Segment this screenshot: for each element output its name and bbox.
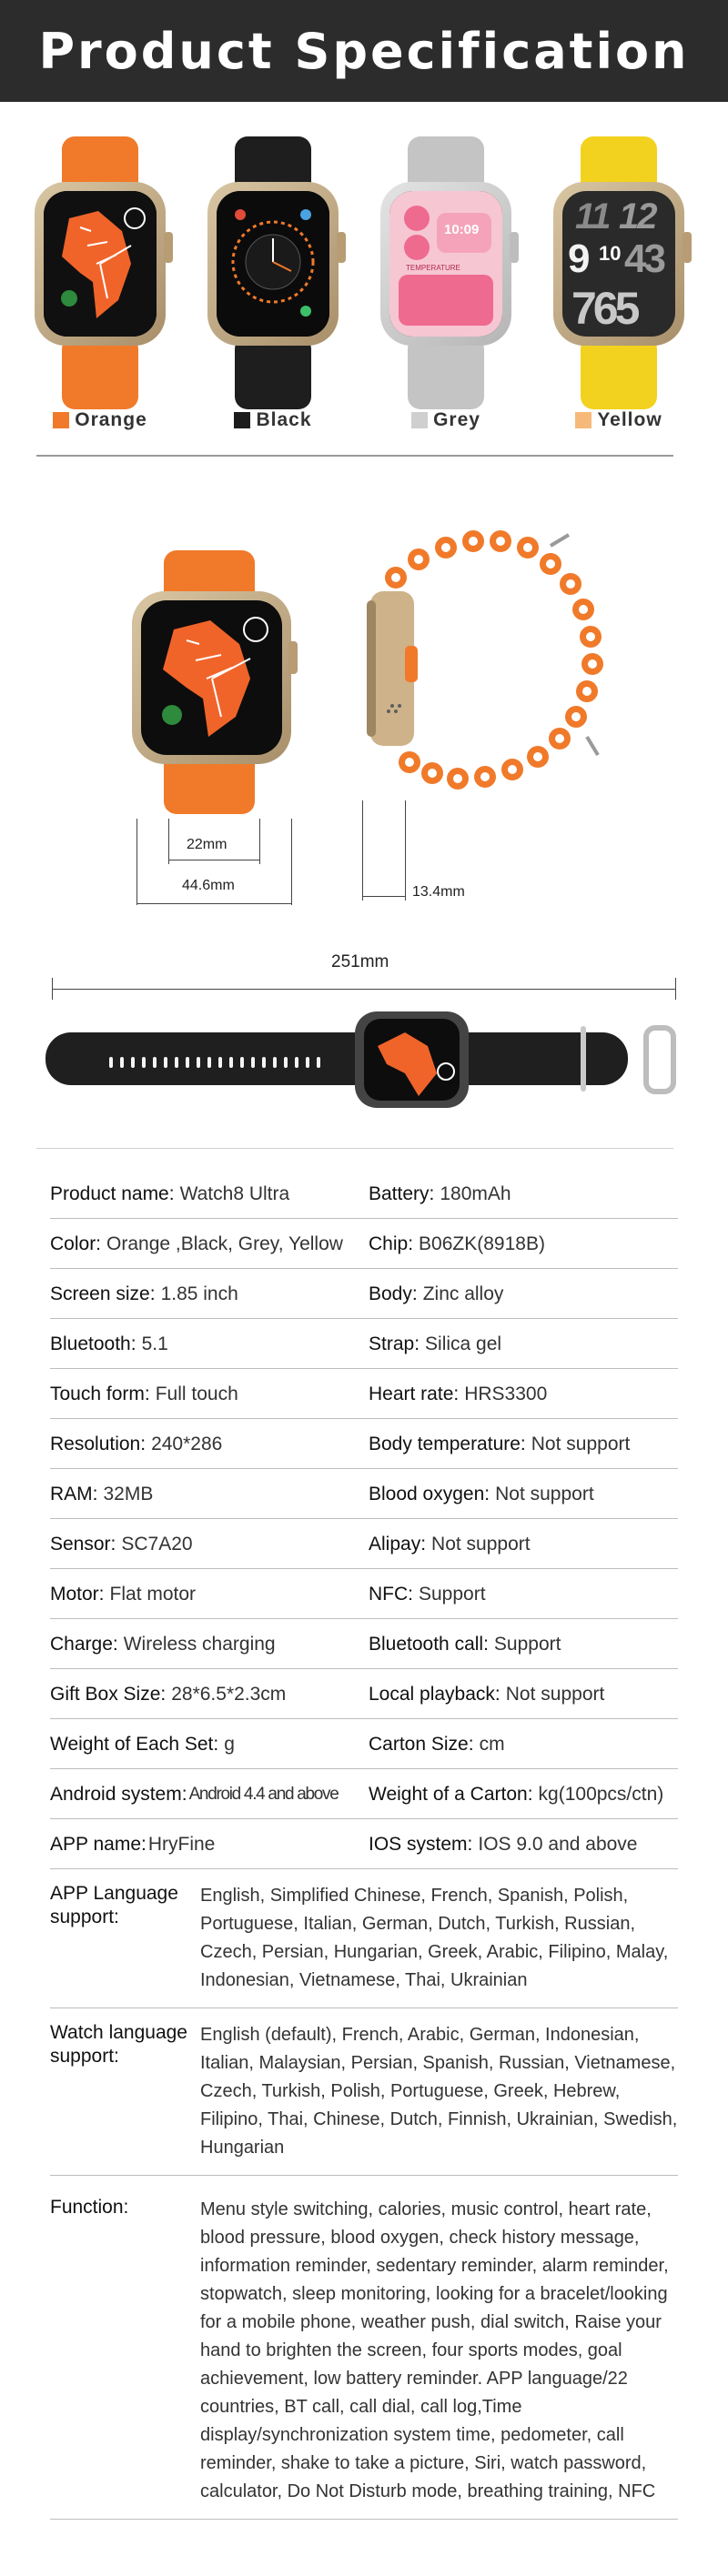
digit-11: 11 — [575, 196, 610, 236]
spec-row — [50, 1719, 678, 1769]
digit-12: 12 — [619, 196, 656, 236]
spec-key: APP Language support: — [50, 1883, 178, 1927]
spec-value: 1.85 inch — [160, 1283, 238, 1304]
spec-value: 180mAh — [440, 1182, 511, 1204]
dim-thickness: 13.4mm — [412, 884, 465, 900]
watch-crown — [288, 641, 298, 674]
strap-bottom — [408, 337, 484, 409]
spec-value: kg(100pcs/ctn) — [538, 1783, 664, 1805]
spec-long-row-function — [50, 2176, 678, 2520]
spec-key: Body temperature: — [369, 1433, 526, 1454]
watch-screen-horse — [141, 600, 282, 755]
spec-key: Product name: — [50, 1182, 175, 1204]
spec-key: Screen size: — [50, 1283, 156, 1304]
variant-black — [200, 136, 346, 437]
spec-value: B06ZK(8918B) — [419, 1233, 545, 1254]
spec-key: Chip: — [369, 1233, 414, 1254]
dim-line — [675, 978, 676, 1000]
dim-line — [362, 896, 405, 897]
spec-value: HryFine — [147, 1833, 216, 1855]
spec-value: Not support — [531, 1433, 631, 1454]
color-swatch — [53, 412, 69, 428]
dim-line — [136, 903, 291, 904]
divider — [36, 455, 673, 457]
spec-key: Local playback: — [369, 1683, 500, 1705]
dim-line — [168, 819, 169, 864]
watch-screen-dial — [217, 191, 329, 337]
dim-line — [52, 978, 53, 1000]
variant-label: Orange — [75, 409, 147, 430]
spec-key: Watch language support: — [50, 2022, 187, 2067]
dim-width-outer: 44.6mm — [182, 878, 235, 893]
spec-table — [50, 1169, 678, 2520]
dim-line — [259, 819, 260, 864]
spec-value: Watch8 Ultra — [179, 1182, 290, 1204]
spec-row — [50, 1319, 678, 1369]
spec-key: Alipay: — [369, 1533, 427, 1555]
spec-key: Battery: — [369, 1182, 435, 1204]
spec-key: Android system: — [50, 1783, 187, 1805]
spec-key: APP name: — [50, 1833, 147, 1855]
spec-long-row-watch-language — [50, 2008, 678, 2176]
spec-value: Flat motor — [109, 1583, 197, 1605]
digit-10: 10 — [599, 242, 622, 265]
watch-crown — [337, 232, 346, 263]
color-swatch — [411, 412, 428, 428]
spec-row — [50, 1219, 678, 1269]
strap-bottom — [581, 337, 657, 409]
strap-bottom — [62, 337, 138, 409]
spec-key: IOS system: — [369, 1833, 473, 1855]
spec-value: 240*286 — [151, 1433, 223, 1454]
digit-43: 43 — [624, 236, 663, 281]
spec-row — [50, 1619, 678, 1669]
spec-value: SC7A20 — [121, 1533, 193, 1555]
spec-value: 32MB — [103, 1483, 154, 1504]
watch-crown — [510, 232, 519, 263]
spec-key: Touch form: — [50, 1383, 150, 1404]
variant-grey — [373, 136, 519, 437]
page-title: Product Specification — [38, 22, 690, 80]
spec-key: Weight of a Carton: — [369, 1783, 533, 1805]
spec-value: cm — [479, 1733, 505, 1755]
divider — [36, 1148, 673, 1149]
spec-value: g — [224, 1733, 235, 1755]
spec-value: 5.1 — [141, 1333, 168, 1354]
flat-band-watch — [46, 1010, 682, 1110]
watch-crown — [682, 232, 692, 263]
spec-row — [50, 1569, 678, 1619]
spec-value: HRS3300 — [464, 1383, 548, 1404]
spec-value: 28*6.5*2.3cm — [171, 1683, 287, 1705]
spec-value: Support — [419, 1583, 486, 1605]
color-swatch — [575, 412, 592, 428]
spec-key: Carton Size: — [369, 1733, 474, 1755]
dim-total-length: 251mm — [331, 952, 389, 971]
variant-label: Black — [256, 409, 312, 430]
spec-row — [50, 1469, 678, 1519]
dim-line — [136, 819, 137, 905]
spec-value: Not support — [431, 1533, 531, 1555]
spec-key: Resolution: — [50, 1433, 147, 1454]
spec-row — [50, 1669, 678, 1719]
spec-row — [50, 1269, 678, 1319]
spec-key: Motor: — [50, 1583, 105, 1605]
color-swatch — [234, 412, 250, 428]
spec-row — [50, 1769, 678, 1819]
variant-label: Grey — [433, 409, 480, 430]
spec-row — [50, 1419, 678, 1469]
dim-width-inner: 22mm — [187, 837, 228, 852]
spec-value: Android 4.4 and above — [188, 1784, 339, 1804]
spec-long-row-app-language — [50, 1869, 678, 2008]
variant-orange — [27, 136, 173, 437]
spec-row — [50, 1369, 678, 1419]
spec-key: Heart rate: — [369, 1383, 460, 1404]
spec-key: RAM: — [50, 1483, 98, 1504]
spec-value: Support — [493, 1633, 561, 1655]
spec-key: Strap: — [369, 1333, 420, 1354]
spec-key: Bluetooth: — [50, 1333, 136, 1354]
spec-key: NFC: — [369, 1583, 413, 1605]
spec-value: Not support — [505, 1683, 605, 1705]
variant-label: Yellow — [597, 409, 662, 430]
variant-label-row — [27, 409, 173, 431]
spec-value: IOS 9.0 and above — [478, 1833, 638, 1855]
spec-key: Sensor: — [50, 1533, 116, 1555]
spec-key: Bluetooth call: — [369, 1633, 489, 1655]
color-variants — [27, 136, 701, 437]
spec-value: Menu style switching, calories, music control, heart rate, blood pressure, blood oxygen, check history message, information reminder, sedentary reminder, alarm reminder, stopwatch, sleep monitoring, looking for a bracelet/looking for a mobile phone, weather push, dial switch, Raise your hand to brighten the screen, four sports modes, goal achievement, low battery reminder. APP language/22 countries, BT call, call dial, call log,Time display/synchronization system time, pedometer, call reminder, shake to take a picture, Siri, watch password, calculator, Do Not Disturb mode, breathing training, NFC — [200, 2199, 669, 2501]
variant-label-row — [546, 409, 692, 431]
spec-value: Not support — [495, 1483, 594, 1504]
spec-value: English, Simplified Chinese, French, Spanish, Polish, Portuguese, Italian, German, Dutch, Turkish, Russian, Czech, Persian, Hungarian, Greek, Arabic, Filipino, Malay, Indonesian, Vietnamese, Thai, Ukrainian — [200, 1886, 669, 1990]
variant-yellow — [546, 136, 692, 437]
spec-value: Silica gel — [425, 1333, 502, 1354]
spec-key: Body: — [369, 1283, 418, 1304]
spec-key: Function: — [50, 2197, 129, 2218]
watch-crown — [164, 232, 173, 263]
dim-line — [362, 800, 363, 901]
variant-label-row — [373, 409, 519, 431]
watch-screen-digits — [562, 191, 675, 337]
dim-line — [405, 800, 406, 901]
variant-label-row — [200, 409, 346, 431]
spec-key: Color: — [50, 1233, 102, 1254]
watch-time: 10:09 — [444, 222, 480, 237]
watch-temp-label: TEMPERATURE — [406, 264, 460, 272]
spec-value: Wireless charging — [123, 1633, 276, 1655]
spec-key: Weight of Each Set: — [50, 1733, 219, 1755]
dimension-front-watch — [132, 546, 305, 819]
watch-screen-pink — [389, 191, 502, 337]
page-header — [0, 0, 728, 102]
spec-row — [50, 1519, 678, 1569]
dim-line — [291, 819, 292, 905]
spec-key: Gift Box Size: — [50, 1683, 167, 1705]
spec-value: Zinc alloy — [422, 1283, 504, 1304]
dimension-side-watch — [359, 528, 632, 828]
spec-row — [50, 1169, 678, 1219]
spec-value: Full touch — [155, 1383, 238, 1404]
spec-key: Blood oxygen: — [369, 1483, 490, 1504]
watch-screen-horse — [44, 191, 157, 337]
strap-bottom — [235, 337, 311, 409]
spec-key: Charge: — [50, 1633, 118, 1655]
digit-9: 9 — [568, 236, 591, 281]
spec-row — [50, 1819, 678, 1869]
spec-value: English (default), French, Arabic, German, Indonesian, Italian, Malaysian, Persian, Spanish, Russian, Vietnamese, Czech, Turkish, Polish, Portuguese, Greek, Hebrew, Filipino, Thai, Chinese, Dutch, Finnish, Ukrainian, Swedish, Hungarian — [200, 2025, 678, 2158]
digit-765: 765 — [571, 283, 637, 334]
dim-line — [52, 989, 676, 990]
spec-value: Orange ,Black, Grey, Yellow — [106, 1233, 343, 1254]
